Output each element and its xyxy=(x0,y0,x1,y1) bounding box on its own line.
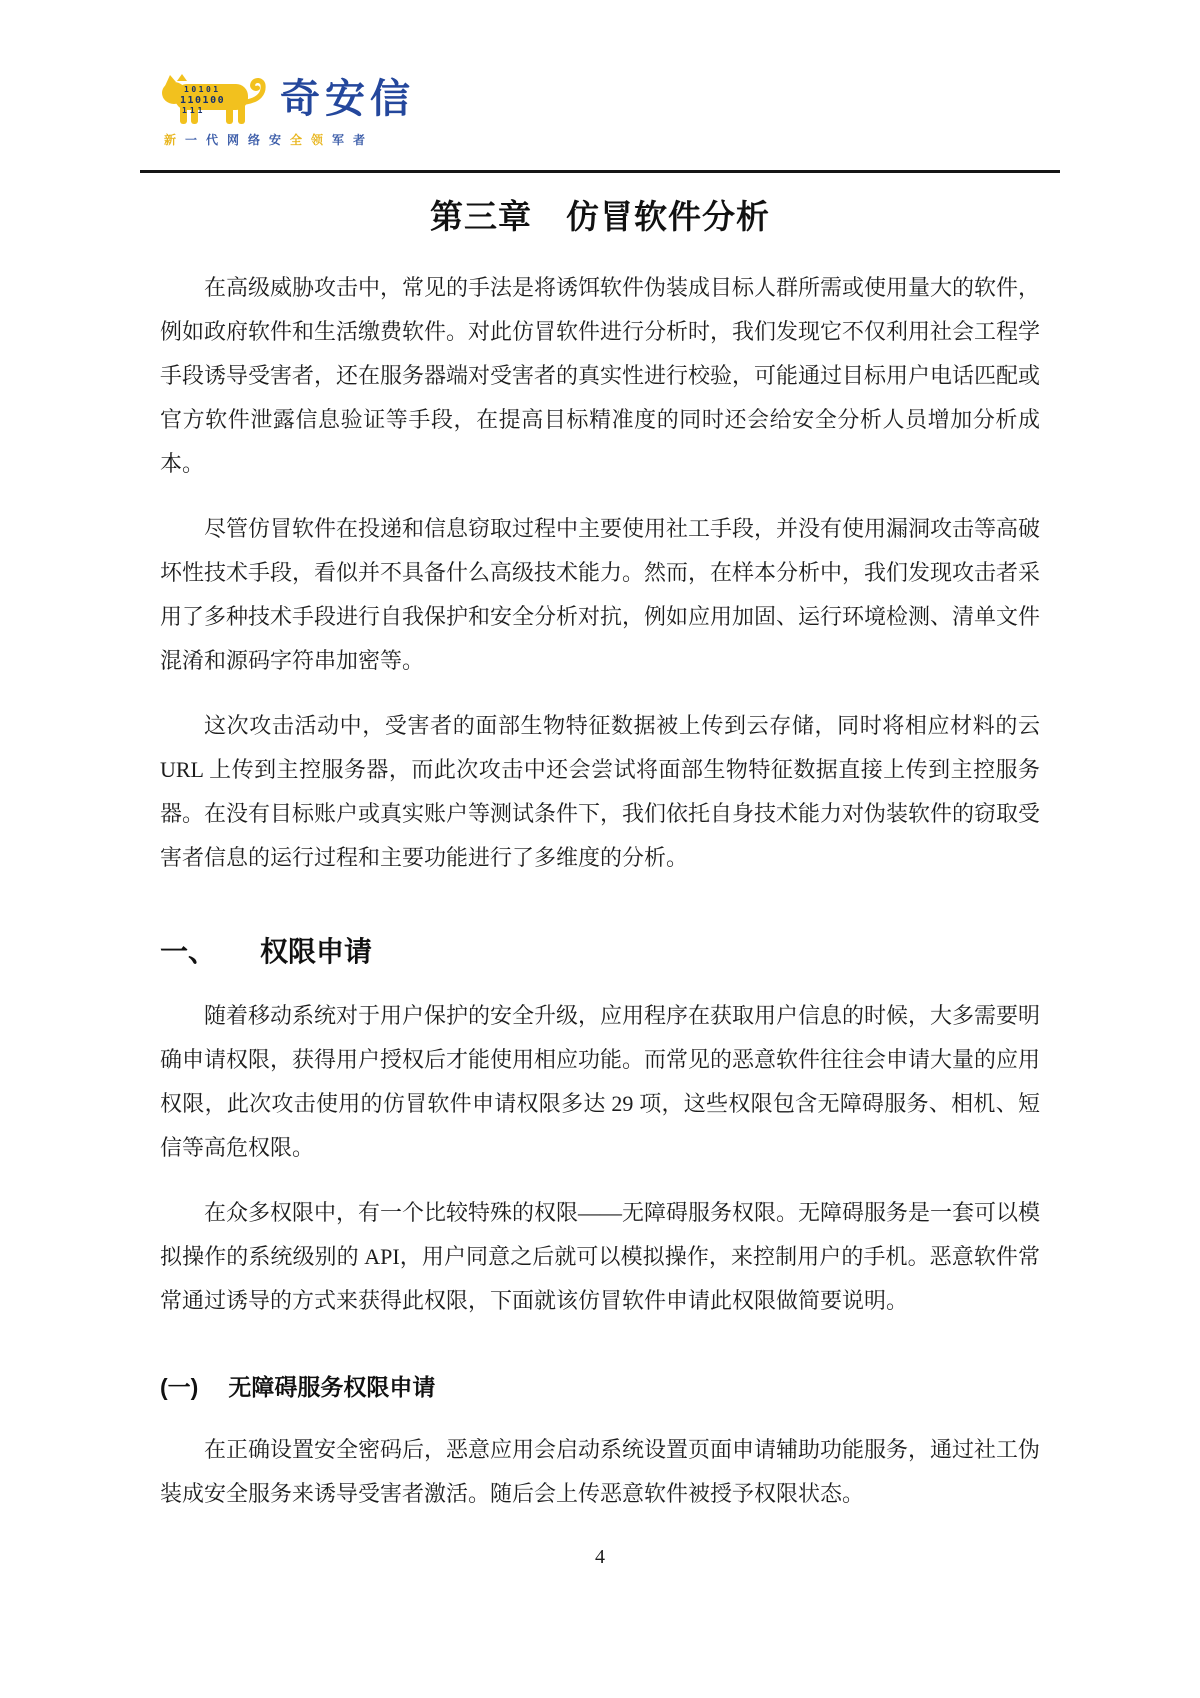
tagline-part: 全领 xyxy=(290,133,333,147)
tiger-logo-icon xyxy=(160,72,268,126)
subsection-number: (一) xyxy=(160,1374,199,1400)
page-header xyxy=(160,0,1040,173)
section-number: 一、 xyxy=(160,936,217,967)
body-paragraph: 随着移动系统对于用户保护的安全升级，应用程序在获取用户信息的时候，大多需要明确申请权限，获得用户授权后才能使用相应功能。而常见的恶意软件往往会申请大量的应用权限，此次攻击使用的仿冒软件申请权限多达 29 项，这些权限包含无障碍服务、相机、短信等高危权限。 xyxy=(160,1003,1041,1160)
subsection-title: 无障碍服务权限申请 xyxy=(228,1374,436,1400)
qianxin-logo xyxy=(160,72,1040,126)
page-number: 4 xyxy=(595,1546,605,1568)
logo-binary-row2: 110100 xyxy=(180,95,226,106)
logo-binary-row1: 10101 xyxy=(184,85,221,94)
body-paragraph: 在众多权限中，有一个比较特殊的权限——无障碍服务权限。无障碍服务是一套可以模拟操作的系统级别的 API，用户同意之后就可以模拟操作，来控制用户的手机。恶意软件常常通过诱导的方式来获得此权限，下面就该仿冒软件申请此权限做简要说明。 xyxy=(160,1200,1041,1313)
document-body xyxy=(160,266,1040,1516)
brand-tagline xyxy=(164,131,1040,148)
tagline-part: 新 xyxy=(164,133,186,147)
header-divider xyxy=(140,170,1060,173)
body-paragraph: 尽管仿冒软件在投递和信息窃取过程中主要使用社工手段，并没有使用漏洞攻击等高破坏性技术手段，看似并不具备什么高级技术能力。然而，在样本分析中，我们发现攻击者采用了多种技术手段进行自我保护和安全分析对抗，例如应用加固、运行环境检测、清单文件混淆和源码字符串加密等。 xyxy=(160,516,1041,673)
tagline-part: 一代网络安 xyxy=(185,133,291,147)
subsection-heading xyxy=(160,1369,1040,1402)
body-paragraph: 这次攻击活动中，受害者的面部生物特征数据被上传到云存储，同时将相应材料的云 URL 上传到主控服务器，而此次攻击中还会尝试将面部生物特征数据直接上传到主控服务器。在没有目标账户或真实账户等测试条件下，我们依托自身技术能力对伪装软件的窃取受害者信息的运行过程和主要功能进行了多维度的分析。 xyxy=(160,713,1041,870)
body-paragraph: 在正确设置安全密码后，恶意应用会启动系统设置页面申请辅助功能服务，通过社工伪装成安全服务来诱导受害者激活。随后会上传恶意软件被授予权限状态。 xyxy=(160,1437,1041,1506)
section-heading xyxy=(160,930,1040,970)
brand-name: 奇安信 xyxy=(280,77,415,121)
section-title: 权限申请 xyxy=(260,936,373,967)
logo-binary-row3: 111 xyxy=(182,106,206,115)
chapter-title: 第三章 仿冒软件分析 xyxy=(430,198,770,235)
body-paragraph: 在高级威胁攻击中，常见的手法是将诱饵软件伪装成目标人群所需或使用量大的软件，例如政府软件和生活缴费软件。对此仿冒软件进行分析时，我们发现它不仅利用社会工程学手段诱导受害者，还在服务器端对受害者的真实性进行校验，可能通过目标用户电话匹配或官方软件泄露信息验证等手段，在提高目标精准度的同时还会给安全分析人员增加分析成本。 xyxy=(160,275,1041,476)
tagline-part: 军者 xyxy=(332,133,375,147)
